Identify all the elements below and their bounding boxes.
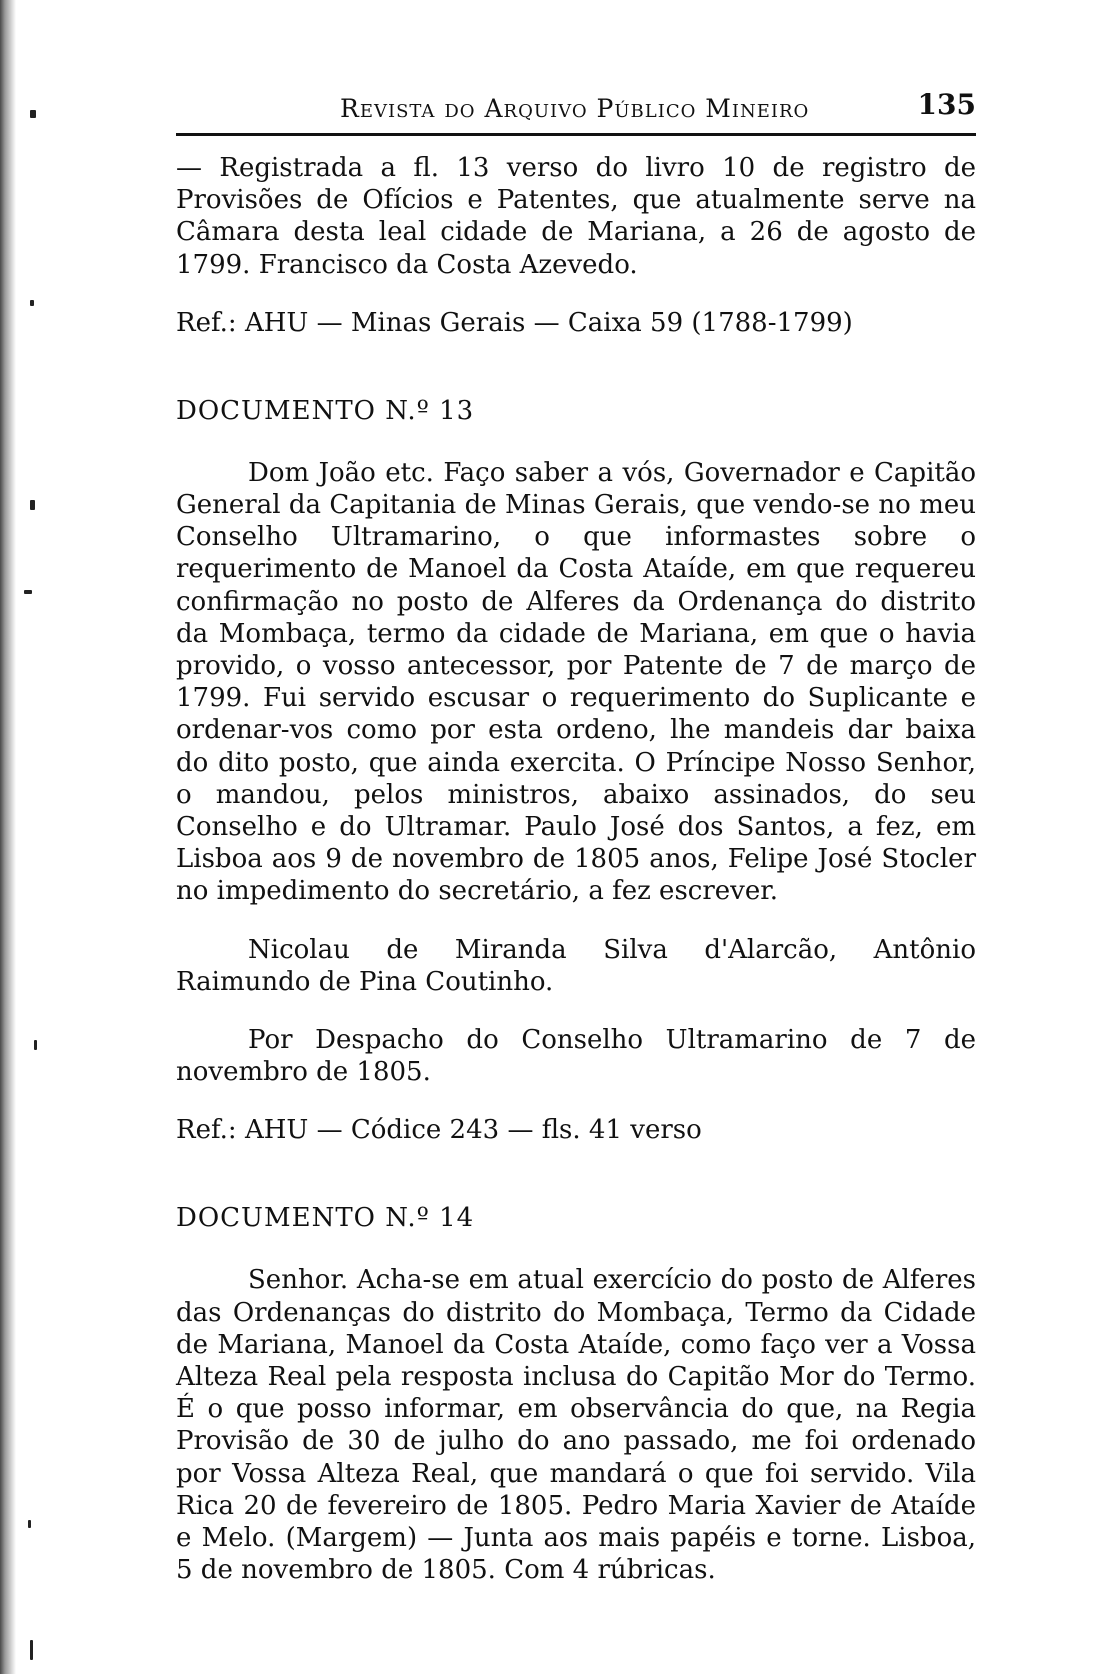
document-14-heading: DOCUMENTO N.º 14	[176, 1203, 475, 1234]
document-13-despacho: Por Despacho do Conselho Ultramarino de 7 de novembro de 1805.	[176, 1025, 976, 1088]
document-13-heading: DOCUMENTO N.º 13	[176, 395, 475, 426]
scan-speck	[28, 1520, 31, 1528]
page-body	[176, 152, 976, 1587]
running-header	[176, 88, 976, 128]
page-number: 135	[917, 88, 976, 121]
header-rule	[176, 133, 976, 136]
scan-speck	[30, 300, 34, 306]
scan-speck	[24, 590, 32, 594]
scan-speck	[30, 500, 35, 510]
document-14-text: Senhor. Acha-se em atual exercício do posto de Alferes das Ordenanças do distrito do Mombaça, Termo da Cidade de Mariana, Manoel da Costa Ataíde, como faço ver a Vossa Alteza Real pela resposta inclusa do Capitão Mor do Termo. É o que posso informar, em observância do que, na Regia Provisão de 30 de julho do ano passado, me foi ordenado por Vossa Alteza Real, que mandará o que foi servido. Vila Rica 20 de fevereiro de 1805. Pedro Maria Xavier de Ataíde e Melo. (Margem) — Junta aos mais papéis e torne. Lisboa, 5 de novembro de 1805. Com 4 rúbricas.	[176, 1265, 976, 1586]
journal-title: Revista do Arquivo Público Mineiro	[340, 94, 810, 123]
document-13-text: Dom João etc. Faço saber a vós, Governador e Capitão General da Capitania de Minas Gerais, que vendo-se no meu Conselho Ultramarino, o que informastes sobre o requerimento de Manoel da Costa Ataíde, em que requereu confirmação no posto de Alferes da Ordenança do distrito da Mombaça, termo da cidade de Mariana, em que o havia provido, o vosso antecessor, por Patente de 7 de março de 1799. Fui servido escusar o requerimento do Suplicante e ordenar-vos como por esta ordeno, lhe mandeis dar baixa do dito posto, que ainda exercita. O Príncipe Nosso Senhor, o mandou, pelos ministros, abaixo assinados, do seu Conselho e do Ultramar. Paulo José dos Santos, a fez, em Lisboa aos 9 de novembro de 1805 anos, Felipe José Stocler no impedimento do secretário, a fez escrever.	[176, 457, 976, 907]
scan-speck	[30, 110, 36, 118]
scan-speck	[34, 1040, 37, 1050]
page-binding-edge	[0, 0, 16, 1674]
reference-line: Ref.: AHU — Minas Gerais — Caixa 59 (1788-1799)	[176, 307, 853, 338]
scan-speck	[30, 1640, 33, 1660]
document-13-signatures: Nicolau de Miranda Silva d'Alarcão, Antônio Raimundo de Pina Coutinho.	[176, 934, 976, 997]
reference-line: Ref.: AHU — Códice 243 — fls. 41 verso	[176, 1115, 702, 1146]
registration-note: — Registrada a fl. 13 verso do livro 10 de registro de Provisões de Ofícios e Patentes, que atualmente serve na Câmara desta leal cidade de Mariana, a 26 de agosto de 1799. Francisco da Costa Azevedo.	[176, 153, 976, 280]
